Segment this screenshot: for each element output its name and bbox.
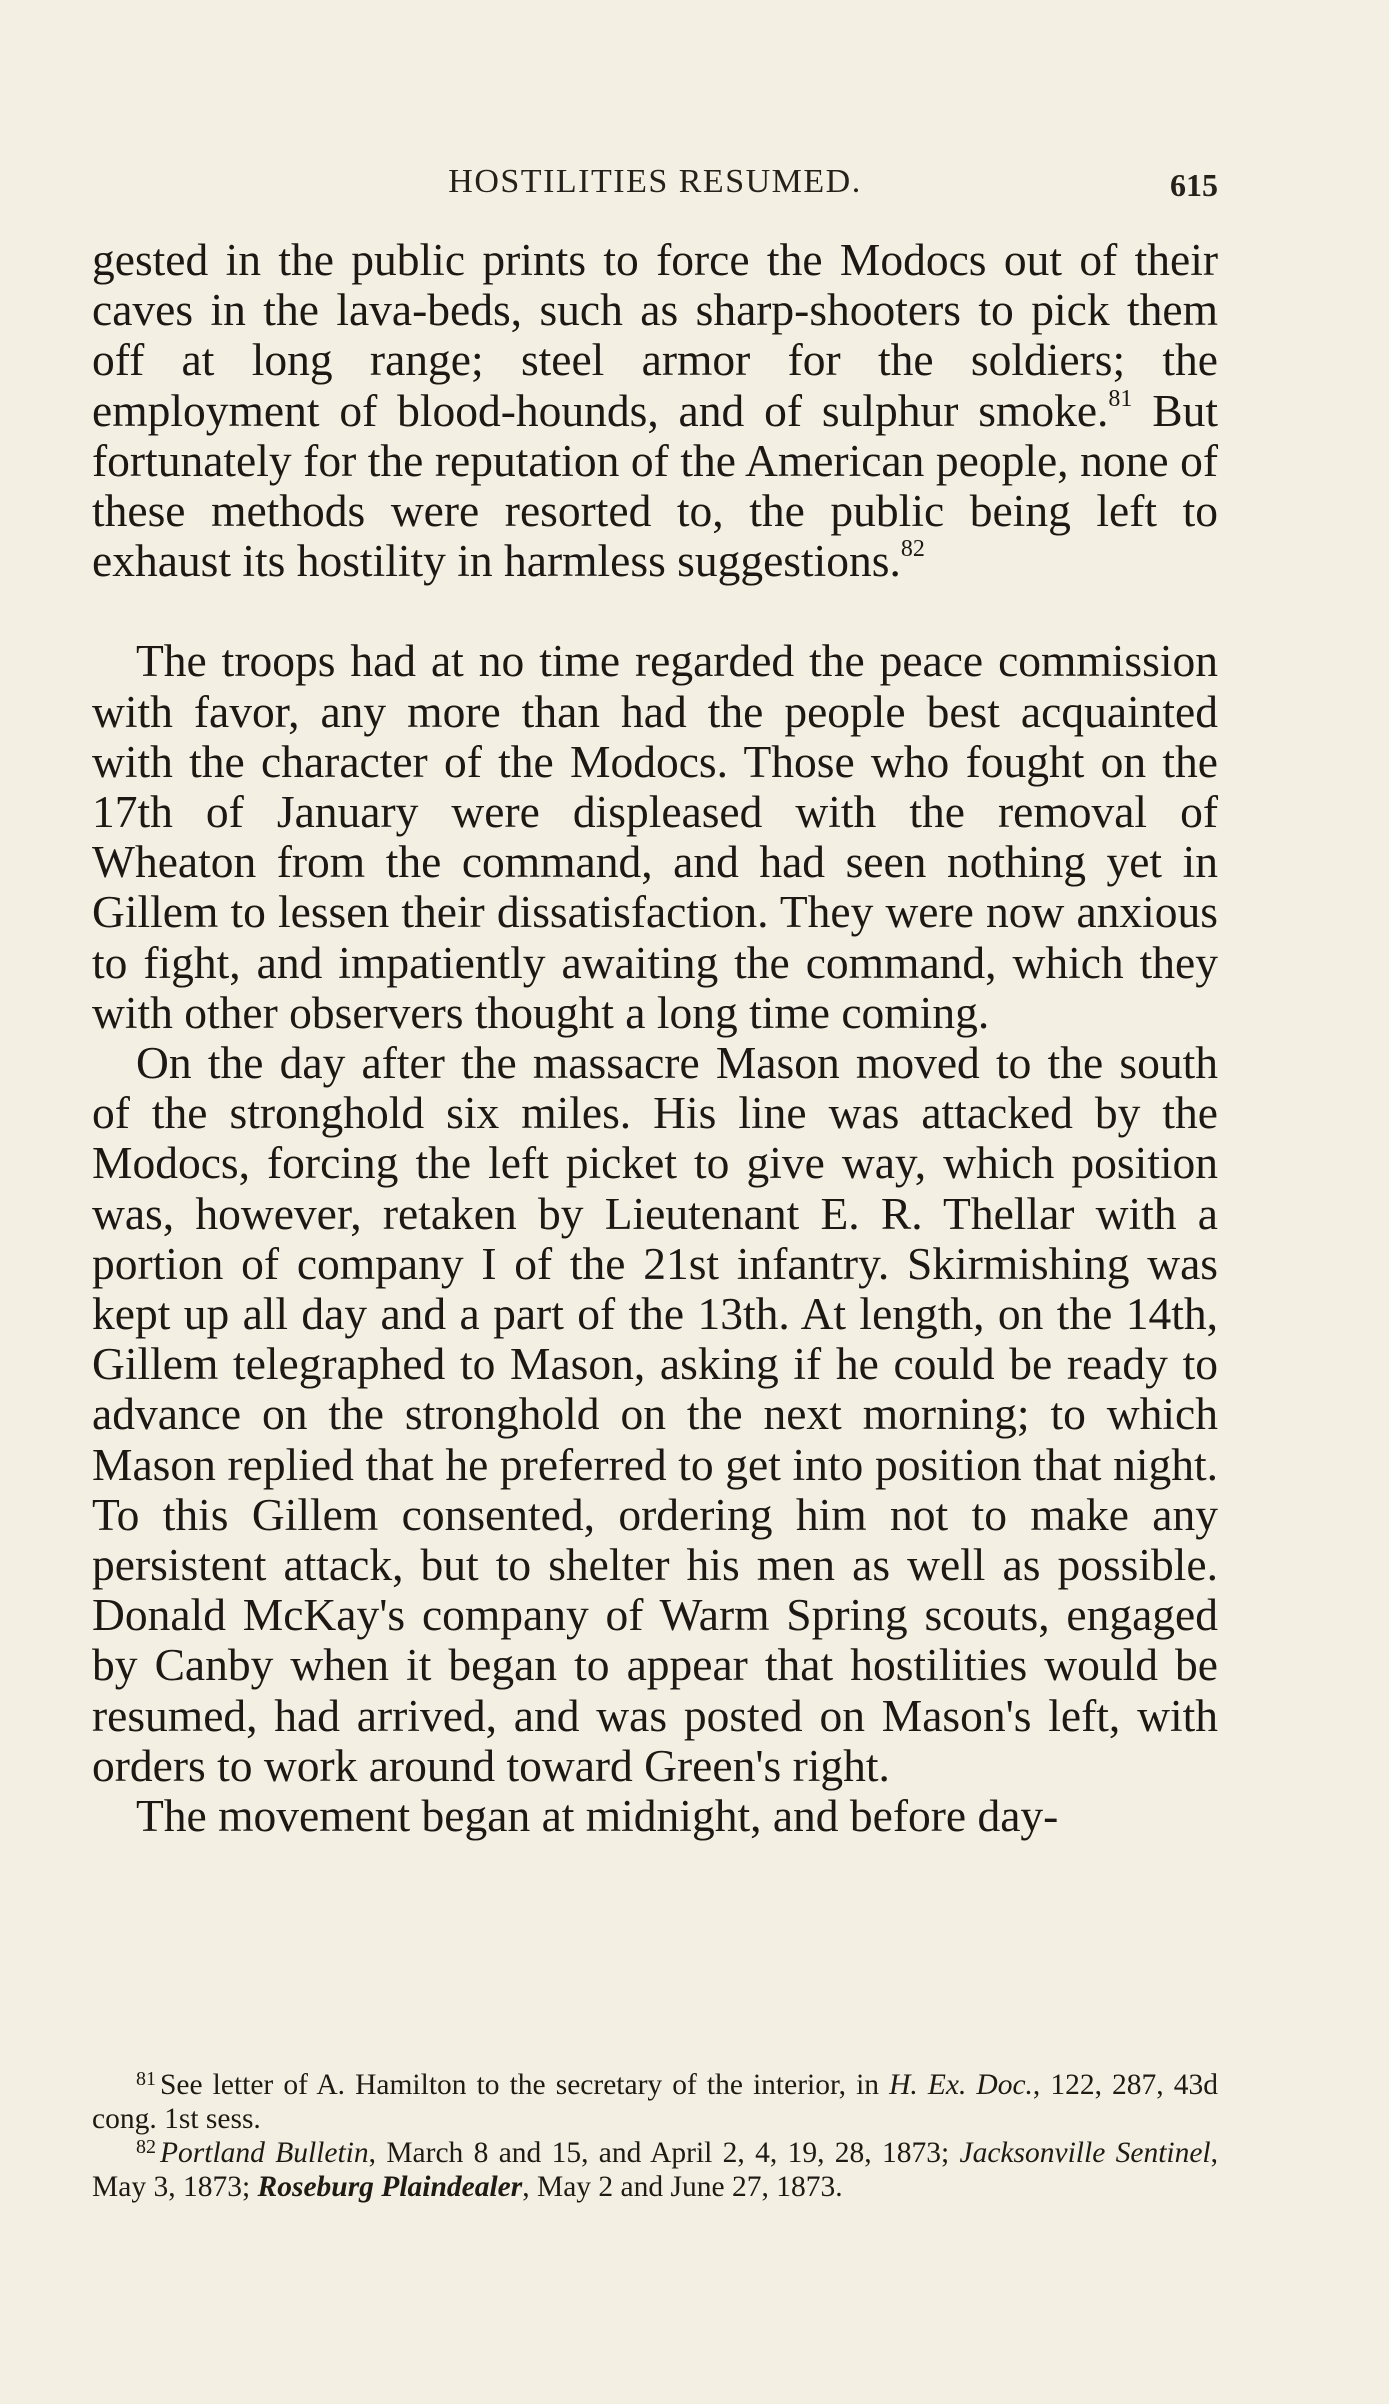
- footnote-82-roseburg-plaindealer: Roseburg Plaindealer: [257, 2171, 523, 2203]
- footnote-81-text-a: See letter of A. Hamilton to the secretary of the interior, in: [160, 2069, 890, 2101]
- footnote-82: [92, 2136, 1218, 2204]
- running-title: HOSTILITIES RESUMED.: [448, 163, 862, 200]
- footnote-82-jacksonville-sentinel: Jacksonville Sentinel: [959, 2137, 1211, 2169]
- footnote-ref-81: 81: [1108, 385, 1133, 412]
- footnote-81: [92, 2068, 1218, 2136]
- footnote-82-portland-bulletin: Portland Bulletin: [160, 2137, 369, 2169]
- footnote-82-text-c: , May 2 and June 27, 1873.: [522, 2171, 843, 2203]
- page-number: 615: [1170, 167, 1218, 203]
- paragraph-1-text-b: But fortunately for the reputation of the American people, none of these methods were resorted to, the public being left to exhaust its hostility in harmless suggestions.: [92, 384, 1218, 587]
- footnote-81-text-b: , 122, 287, 43d cong. 1st sess.: [92, 2069, 1219, 2135]
- footnote-81-citation: H. Ex. Doc.: [889, 2069, 1033, 2101]
- footnotes: [92, 2068, 1218, 2204]
- footnote-ref-82: 82: [900, 536, 925, 563]
- paragraph-3: On the day after the massacre Mason moved to the south of the stronghold six miles. His line was attacked by the Modocs, forcing the left picket to give way, which position was, however, retaken by Lieutenant E. R. Thellar with a portion of company I of the 21st infantry. Skirmishing was kept up all day and a part of the 13th. At length, on the 14th, Gillem telegraphed to Mason, asking if he could be ready to advance on the stronghold on the next morning; to which Mason replied that he preferred to get into position that night. To this Gillem consented, ordering him not to make any persistent attack, but to shelter his men as well as possible. Donald McKay's company of Warm Spring scouts, engaged by Canby when it began to appear that hostilities would be resumed, had arrived, and was posted on Mason's left, with orders to work around toward Green's right.: [92, 1037, 1218, 1791]
- footnote-82-text-a: , March 8 and 15, and April 2, 4, 19, 28, 1873;: [368, 2137, 960, 2169]
- paragraph-1: [92, 235, 1218, 586]
- running-head: [92, 163, 1218, 207]
- footnote-81-mark: 81: [136, 2068, 156, 2090]
- body-text: [92, 235, 1218, 1841]
- footnote-82-text-b: , May 3, 1873;: [92, 2137, 1219, 2203]
- paragraph-4: The movement began at midnight, and before day-: [136, 1790, 1059, 1842]
- footnote-82-mark: 82: [136, 2136, 156, 2158]
- paragraph-1-text-a: gested in the public prints to force the Modocs out of their caves in the lava-beds, such as sharp-shooters to pick them off at long range; steel armor for the soldiers; the employment of blood-hounds, and of sulphur smoke.: [92, 234, 1218, 436]
- paragraph-2: The troops had at no time regarded the peace commission with favor, any more than had the people best acquainted with the character of the Modocs. Those who fought on the 17th of January were displeased with the removal of Wheaton from the command, and had seen nothing yet in Gillem to lessen their dissatisfaction. They were now anxious to fight, and impatiently awaiting the command, which they with other observers thought a long time coming.: [92, 635, 1218, 1038]
